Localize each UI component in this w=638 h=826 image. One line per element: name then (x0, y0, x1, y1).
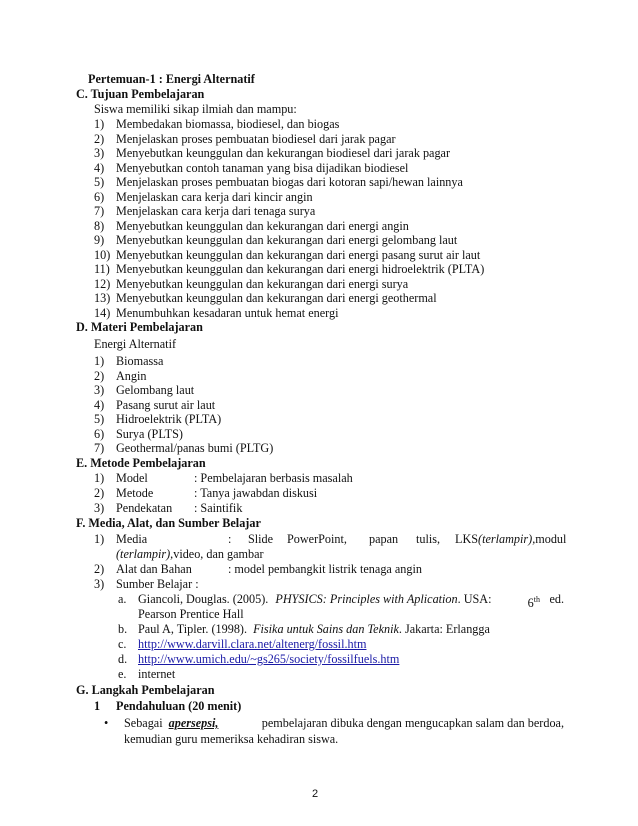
material-item-number: 1) (94, 354, 105, 368)
section-c-title: C. Tujuan Pembelajaran (76, 87, 205, 101)
objective-item-text: Menyebutkan keunggulan dan kekurangan dari energi surya (116, 276, 409, 291)
media-line2-terlampir: (terlampir), (116, 547, 174, 561)
ref-b-publisher: . Jakarta: Erlangga (398, 622, 490, 636)
section-c-intro: Siswa memiliki sikap ilmiah dan mampu: (94, 102, 297, 116)
objective-item-number: 5) (94, 175, 105, 189)
bullet-line-1 (124, 716, 564, 731)
objective-item-text: Menyebutkan keunggulan dan kekurangan dari energi angin (116, 218, 409, 233)
material-item (94, 354, 163, 369)
method-item-number: 1) (94, 471, 105, 485)
ref-d-letter: d. (118, 652, 128, 666)
objective-item-text: Menyebutkan keunggulan dan kekurangan dari energi gelombang laut (116, 233, 458, 247)
alat-value: : model pembangkit listrik tenaga angin (228, 562, 422, 576)
material-item-number: 7) (94, 441, 105, 455)
section-g-title: G. Langkah Pembelajaran (76, 683, 215, 697)
objective-item-text: Menjelaskan proses pembuatan biodiesel dari jarak pagar (116, 131, 396, 146)
material-item (94, 441, 273, 456)
material-item-text: Biomassa (116, 354, 164, 368)
method-item-label: Pendekatan (116, 501, 173, 515)
objective-item-number: 13) (94, 291, 111, 305)
ref-e-text: internet (138, 667, 176, 681)
ref-a-edition-number: 6 (527, 596, 534, 611)
section-d-intro: Energi Alternatif (94, 337, 177, 351)
objective-item (94, 190, 313, 205)
bullet-dot: • (104, 716, 109, 730)
ref-a-edition-sup: th (533, 595, 540, 604)
media-word-tulis: tulis, (416, 532, 441, 546)
objective-item-number: 10) (94, 247, 111, 262)
ref-a-title: PHYSICS: Principles with Aplication (275, 592, 458, 606)
objective-item-text: Menjelaskan cara kerja dari kincir angin (116, 189, 313, 204)
objective-item-text: Menyebutkan keunggulan dan kekurangan dari energi geothermal (116, 291, 437, 305)
media-colon: : (228, 532, 232, 546)
page-heading: Pertemuan-1 : Energi Alternatif (88, 72, 255, 86)
media-line (94, 532, 567, 547)
media-word-terlampir: (terlampir), (478, 532, 536, 546)
media-word-powerpoint: PowerPoint, (287, 532, 347, 546)
ref-b-title: Fisika untuk Sains dan Teknik (253, 622, 399, 636)
section-e-title: E. Metode Pembelajaran (76, 456, 206, 470)
objective-item (94, 117, 339, 132)
material-item-text: Geothermal/panas bumi (PLTG) (116, 441, 274, 455)
bullet-word-apersepsi: apersepsi, (168, 716, 219, 730)
alat-number: 2) (94, 562, 105, 576)
objective-item (94, 146, 450, 161)
objective-item (94, 306, 338, 321)
objective-item-number: 1) (94, 117, 105, 131)
method-item-value: : Saintifik (194, 501, 243, 515)
ref-e-letter: e. (118, 667, 127, 681)
ref-a-author: Giancoli, Douglas. (2005). (138, 592, 269, 606)
objective-item (94, 233, 457, 248)
material-item-text: Gelombang laut (116, 383, 195, 397)
ref-d-link[interactable]: http://www.umich.edu/~gs265/society/fossilfuels.htm (138, 652, 400, 666)
objective-item-number: 4) (94, 160, 105, 175)
media-number: 1) (94, 532, 105, 546)
material-item-text: Pasang surut air laut (116, 397, 216, 412)
objective-item-number: 9) (94, 233, 105, 247)
material-item-text: Surya (PLTS) (116, 426, 183, 441)
ref-b-author: Paul A, Tipler. (1998). (138, 622, 248, 636)
objective-item (94, 132, 396, 147)
material-item-number: 6) (94, 426, 105, 441)
objective-item-number: 8) (94, 218, 105, 233)
media-line-2 (116, 547, 264, 562)
objective-item (94, 161, 408, 176)
material-item (94, 412, 221, 427)
sumber-line (94, 577, 199, 592)
ref-b (118, 622, 490, 637)
material-item (94, 383, 194, 398)
objective-item-number: 12) (94, 276, 111, 291)
media-line2-rest: video, dan gambar (173, 547, 264, 561)
objective-item (94, 219, 409, 234)
ref-a-line2: Pearson Prentice Hall (138, 607, 244, 621)
objective-item-number: 14) (94, 305, 111, 320)
material-item (94, 398, 215, 413)
ref-a-publisher: . USA: (457, 592, 492, 606)
material-item-text: Angin (116, 368, 147, 383)
method-item-number: 2) (94, 486, 105, 500)
objective-item (94, 262, 484, 277)
pendahuluan-number: 1 (94, 699, 101, 713)
method-item-label: Model (116, 471, 148, 485)
media-word-papan: papan (369, 532, 399, 546)
objective-item (94, 204, 315, 219)
material-item (94, 369, 146, 384)
material-item-number: 4) (94, 397, 105, 412)
objective-item-number: 6) (94, 189, 105, 204)
sumber-label: Sumber Belajar : (116, 577, 199, 591)
media-label: Media (116, 532, 148, 546)
ref-a-edition: ed. (549, 592, 564, 606)
page-number: 2 (312, 788, 319, 800)
objective-item-text: Menjelaskan proses pembuatan biogas dari kotoran sapi/hewan lainnya (116, 175, 463, 189)
method-item-number: 3) (94, 501, 105, 515)
alat-line (94, 562, 422, 577)
objective-item (94, 175, 463, 190)
method-item-value: : Tanya jawabdan diskusi (194, 486, 318, 500)
ref-c-letter: c. (118, 637, 127, 651)
ref-c (118, 637, 366, 652)
objective-item-number: 7) (94, 204, 105, 218)
media-word-modul: modul (535, 532, 567, 546)
objective-item-number: 2) (94, 131, 105, 146)
ref-b-letter: b. (118, 622, 128, 636)
objective-item (94, 277, 408, 292)
objective-item-text: Membedakan biomassa, biodiesel, dan biogas (116, 117, 340, 131)
alat-label: Alat dan Bahan (116, 562, 192, 576)
objective-item (94, 248, 480, 263)
material-item (94, 427, 183, 442)
objective-item-text: Menyebutkan keunggulan dan kekurangan dari energi hidroelektrik (PLTA) (116, 262, 485, 276)
method-item (94, 486, 317, 501)
material-item-number: 2) (94, 368, 105, 383)
pendahuluan-heading (94, 699, 241, 714)
bullet-line-2: kemudian guru memeriksa kehadiran siswa. (124, 732, 339, 746)
material-item-number: 3) (94, 383, 105, 397)
ref-d (118, 652, 399, 667)
section-f-title: F. Media, Alat, dan Sumber Belajar (76, 516, 261, 530)
objective-item-text: Menyebutkan contoh tanaman yang bisa dijadikan biodiesel (116, 160, 409, 175)
objective-item-number: 3) (94, 146, 105, 160)
objective-item-number: 11) (94, 262, 110, 276)
sumber-number: 3) (94, 577, 105, 591)
objective-item-text: Menyebutkan keunggulan dan kekurangan biodiesel dari jarak pagar (116, 146, 451, 160)
method-item (94, 471, 353, 486)
material-item-number: 5) (94, 412, 105, 426)
ref-a-letter: a. (118, 592, 127, 606)
method-item-label: Metode (116, 486, 154, 500)
material-item-text: Hidroelektrik (PLTA) (116, 412, 222, 426)
method-item-value: : Pembelajaran berbasis masalah (194, 471, 353, 485)
objective-item (94, 291, 437, 306)
bullet-rest: pembelajaran dibuka dengan mengucapkan salam dan berdoa, (261, 716, 564, 730)
objective-item-text: Menyebutkan keunggulan dan kekurangan dari energi pasang surut air laut (116, 247, 481, 262)
bullet-word-sebagai: Sebagai (124, 716, 163, 730)
objective-item-text: Menumbuhkan kesadaran untuk hemat energi (116, 305, 339, 320)
ref-e (118, 667, 175, 682)
objective-item-text: Menjelaskan cara kerja dari tenaga surya (116, 204, 316, 218)
pendahuluan-title: Pendahuluan (20 menit) (116, 699, 242, 713)
media-word-lks: LKS (455, 532, 479, 546)
ref-a (118, 592, 564, 611)
ref-c-link[interactable]: http://www.darvill.clara.net/altenerg/fossil.htm (138, 637, 367, 651)
section-d-title: D. Materi Pembelajaran (76, 320, 203, 334)
method-item (94, 501, 242, 516)
media-word-slide: Slide (248, 532, 274, 546)
